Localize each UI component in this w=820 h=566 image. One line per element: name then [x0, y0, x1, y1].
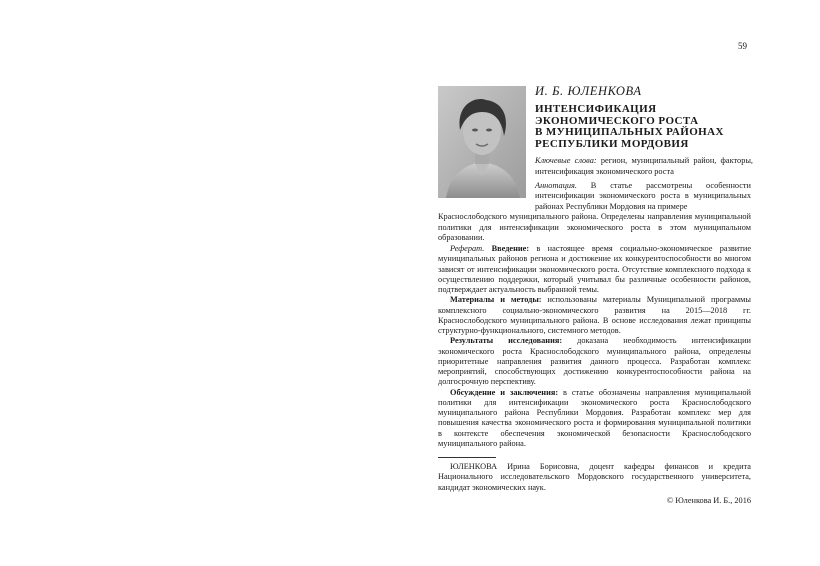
abstract-narrow [535, 181, 751, 212]
footnote-rule [438, 457, 496, 458]
introduction-text: в настоящее время социально-экономическое развитие муниципальных районов региона и достижение их конкурентоспособности во многом зависят от интенсификации экономического роста. Отсутствие комплексного подхода к осуществлению поддержки, который учитывал бы различные особенности районов, подтверждает актуальность выбранной темы. [438, 244, 751, 294]
results-text: доказана необходимость интенсификации экономического роста Краснослободского муниципального района, определены приоритетные направления развития данного процесса. Разработан комплекс мероприятий, способствующих достижению конкурентоспособности района на долгосрочную перспективу. [438, 336, 751, 387]
title-line: ИНТЕНСИФИКАЦИЯ [535, 103, 657, 115]
discussion-text: в статье обозначены направления муниципальной политики для интенсификации экономического роста Краснослободского муниципального района Республики Мордовия. Разработан комплекс мер для повышения качества экономического роста и формирования муниципальной политики в контексте обеспечения экономической безопасности Краснослободского муниципального района. [438, 387, 751, 448]
referat-methods [438, 295, 751, 336]
referat-results [438, 336, 751, 387]
article-title [535, 104, 765, 150]
abstract-text-wide: Краснослободского муниципального района. Определены направления муниципальной политики для интенсификации экономического роста в этом муниципальном образовании. [438, 212, 751, 243]
author-name: И. Б. ЮЛЕНКОВА [535, 84, 642, 98]
referat-label: Реферат. [450, 244, 485, 253]
title-line: РЕСПУБЛИКИ МОРДОВИЯ [535, 137, 689, 150]
referat [438, 244, 751, 449]
copyright: © Юленкова И. Б., 2016 [666, 496, 751, 505]
abstract-label: Аннотация. [535, 181, 577, 190]
results-heading: Результаты исследования: [450, 336, 563, 346]
page-number: 59 [738, 41, 747, 51]
title-line: В МУНИЦИПАЛЬНЫХ РАЙОНАХ [535, 126, 724, 138]
title-line: ЭКОНОМИЧЕСКОГО РОСТА [535, 114, 699, 127]
methods-heading: Материалы и методы: [450, 295, 542, 305]
referat-introduction [438, 244, 751, 295]
author-info: ЮЛЕНКОВА Ирина Борисовна, доцент кафедры финансов и кредита Национального исследовательского Мордовского государственного университета, кандидат экономических наук. [438, 462, 751, 492]
introduction-heading: Введение: [491, 244, 530, 253]
discussion-heading: Обсуждение и заключения: [450, 387, 559, 397]
abstract [438, 181, 751, 243]
abstract-text-narrow: В статье рассмотрены особенности интенсификации экономического роста в муниципальных районах Республики Мордовия на примере [535, 181, 751, 211]
keywords-label: Ключевые слова: [535, 156, 597, 165]
methods-text: использованы материалы Муниципальной программы комплексного социально-экономического развития на 2015—2018 гг. Краснослободского муниципального района. В основе исследования лежат принципы структурно-функционального, системного методов. [438, 295, 751, 335]
keywords [535, 156, 753, 177]
referat-discussion [438, 388, 751, 450]
keywords-text: регион, муниципальный район, факторы, интенсификация экономического роста [535, 156, 753, 176]
